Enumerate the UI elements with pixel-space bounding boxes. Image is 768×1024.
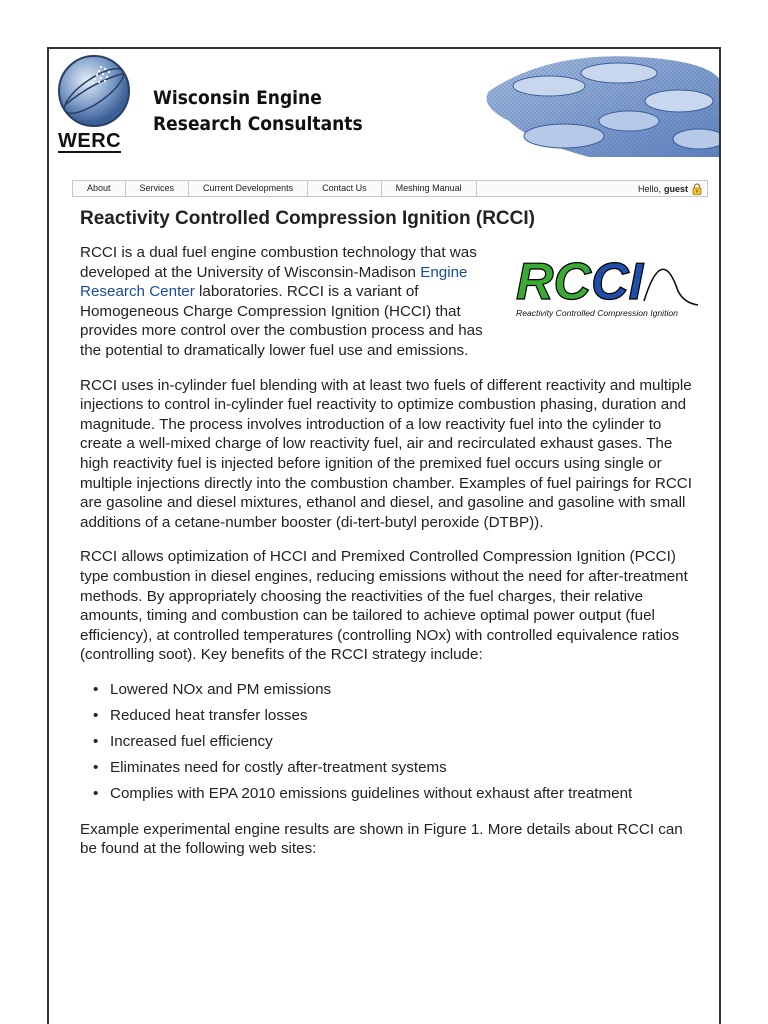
- intro-text-before-link: RCCI is a dual fuel engine combustion technology that was developed at the University of Wisconsin-Madison: [80, 244, 477, 281]
- intro-text-after-link: laboratories. RCCI is a variant of Homogeneous Charge Compression Ignition (HCCI) that provides more control over the combustion process and has the potential to dramatically lower fuel use and emissions.: [80, 283, 483, 359]
- list-item: • Eliminates need for costly after-treatment systems: [80, 758, 700, 777]
- main-content: [80, 207, 700, 874]
- company-name-line1: Wisconsin Engine: [153, 87, 322, 109]
- nav-item-current-developments[interactable]: Current Developments: [189, 181, 308, 196]
- list-item: • Reduced heat transfer losses: [80, 706, 700, 725]
- company-name-line2: Research Consultants: [153, 113, 363, 135]
- fuel-blending-paragraph: RCCI uses in-cylinder fuel blending with at least two fuels of different reactivity and multiple injections to control in-cylinder fuel reactivity to optimize combustion phasing, duration and magnitude. The process involves introduction of a low reactivity fuel into the cylinder to create a well-mixed charge of low reactivity fuel, air and recirculated exhaust gases. The high reactivity fuel is injected before ignition of the premixed fuel occurs using single or multiple injections directly into the combustion chamber. Examples of fuel pairings for RCCI are gasoline and diesel mixtures, ethanol and diesel, and gasoline and gasoline with small additions of a cetane-number booster (di-tert-butyl peroxide (DTBP)).: [80, 376, 692, 531]
- intro-paragraph: [80, 243, 700, 361]
- werc-logo-text: WERC: [58, 130, 122, 152]
- benefits-list: [80, 680, 700, 803]
- greeting-prefix: Hello,: [637, 183, 661, 194]
- list-item: • Lowered NOx and PM emissions: [80, 680, 700, 699]
- rcci-logo-caption: Reactivity Controlled Compression Ignition: [516, 308, 678, 318]
- list-item: • Increased fuel efficiency: [80, 732, 700, 751]
- engine-research-center-link[interactable]: Engine Research Center: [80, 263, 468, 301]
- nav-item-contact-us[interactable]: Contact Us: [308, 181, 382, 196]
- user-greeting: [638, 183, 707, 195]
- greeting-username[interactable]: guest: [663, 183, 688, 194]
- site-header: [49, 49, 719, 177]
- engine-mesh-image: [469, 51, 721, 157]
- company-name: [153, 85, 363, 137]
- nav-item-services[interactable]: Services: [126, 181, 190, 196]
- results-paragraph: Example experimental engine results are shown in Figure 1. More details about RCCI can be found at the following web sites:: [80, 820, 683, 858]
- main-nav: [72, 180, 708, 197]
- page-title: Reactivity Controlled Compression Ignition (RCCI): [80, 208, 535, 229]
- nav-item-meshing-manual[interactable]: Meshing Manual: [382, 181, 477, 196]
- page-frame: [47, 47, 721, 1024]
- rcci-logo-image: [512, 251, 700, 321]
- rcci-logo-main: RCCI: [516, 253, 644, 311]
- nav-item-about[interactable]: About: [73, 181, 126, 196]
- optimization-paragraph: RCCI allows optimization of HCCI and Premixed Controlled Compression Ignition (PCCI) type combustion in diesel engines, reducing emissions without the need for after-treatment methods. By appropriately choosing the reactivities of the fuel charges, their relative amounts, timing and combustion can be tailored to achieve optimal power output (fuel efficiency), at controlled temperatures (controlling NOx) with controlled equivalence ratios (controlling soot). Key benefits of the RCCI strategy include:: [80, 548, 688, 664]
- list-item: • Complies with EPA 2010 emissions guidelines without exhaust after treatment: [80, 784, 700, 803]
- lock-icon[interactable]: [691, 183, 703, 195]
